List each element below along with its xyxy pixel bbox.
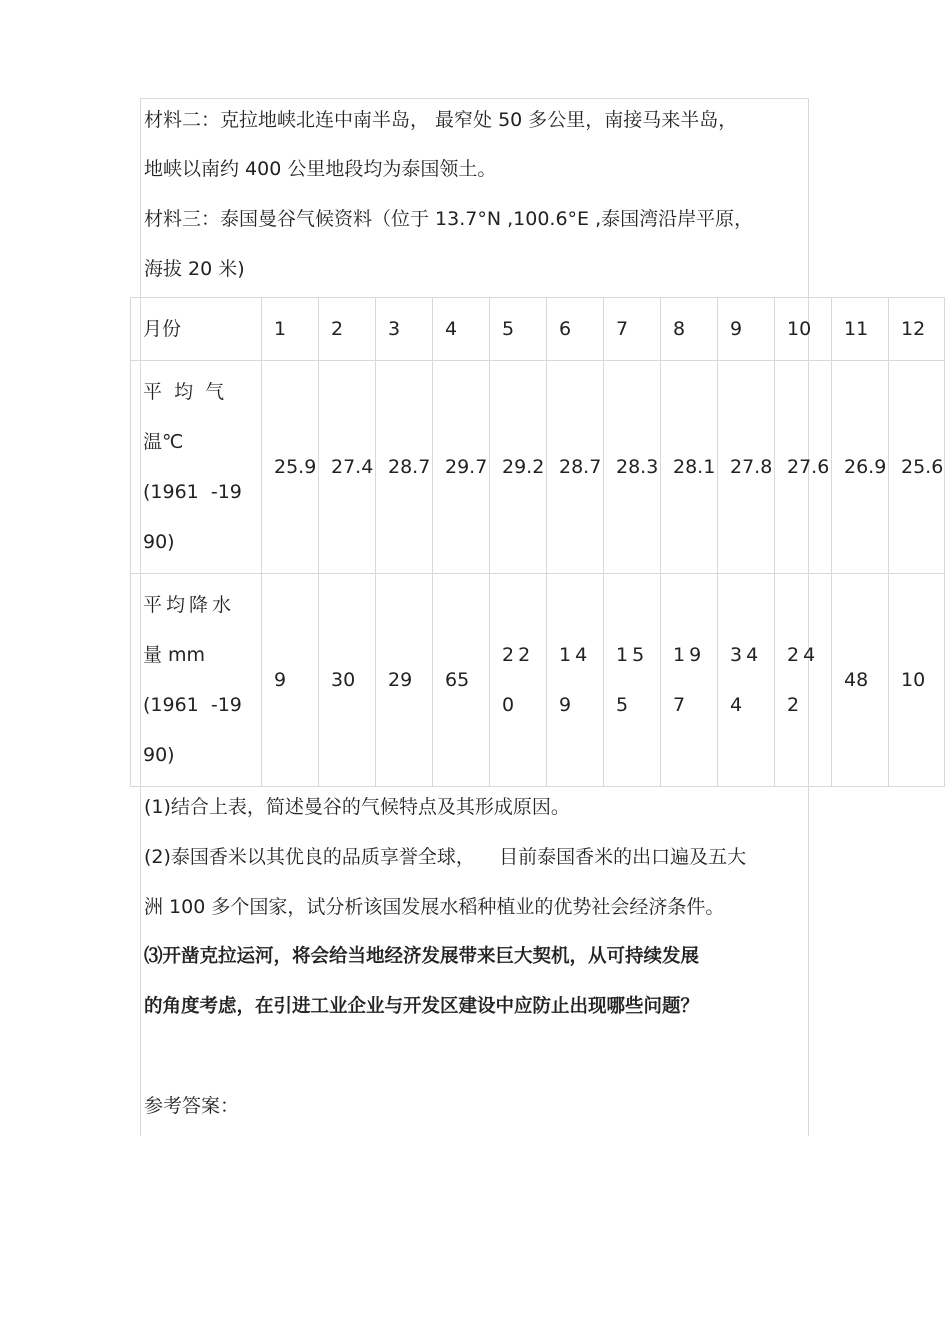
month-cell: 8 bbox=[661, 298, 718, 361]
month-cell: 12 bbox=[889, 298, 945, 361]
month-cell: 11 bbox=[832, 298, 889, 361]
temperature-cell: 25.9 bbox=[262, 361, 319, 574]
precipitation-cell: 9 bbox=[262, 574, 319, 787]
temperature-label-cell bbox=[131, 361, 262, 574]
precipitation-cell: 30 bbox=[319, 574, 376, 787]
precipitation-cell: 220 bbox=[490, 574, 547, 787]
question-3-line-2: 的角度考虑，在引进工业企业与开发区建设中应防止出现哪些问题？ bbox=[144, 996, 700, 1017]
question-2-line-2: 洲 100 多个国家，试分析该国发展水稻种植业的优势社会经济条件。 bbox=[144, 896, 725, 918]
month-cell: 3 bbox=[376, 298, 433, 361]
precipitation-label-cell bbox=[131, 574, 262, 787]
temperature-cell: 28.1 bbox=[661, 361, 718, 574]
precipitation-cell: 242 bbox=[775, 574, 832, 787]
temperature-cell: 26.9 bbox=[832, 361, 889, 574]
temperature-cell: 28.7 bbox=[547, 361, 604, 574]
material-two-line-1: 材料二：克拉地峡北连中南半岛， 最窄处 50 多公里，南接马来半岛， bbox=[144, 109, 738, 131]
question-1: (1)结合上表，简述曼谷的气候特点及其形成原因。 bbox=[144, 796, 570, 818]
month-label-cell: 月份 bbox=[131, 298, 262, 361]
temperature-cell: 27.6 bbox=[775, 361, 832, 574]
temperature-cell: 27.4 bbox=[319, 361, 376, 574]
month-cell: 10 bbox=[775, 298, 832, 361]
precipitation-label-line-4: 90) bbox=[143, 744, 175, 766]
temperature-cell: 28.7 bbox=[376, 361, 433, 574]
month-cell: 4 bbox=[433, 298, 490, 361]
temperature-cell: 29.7 bbox=[433, 361, 490, 574]
answer-label: 参考答案： bbox=[144, 1095, 240, 1117]
month-cell: 2 bbox=[319, 298, 376, 361]
material-three-line-2: 海拔 20 米) bbox=[144, 258, 245, 280]
precipitation-cell: 48 bbox=[832, 574, 889, 787]
precipitation-cell: 155 bbox=[604, 574, 661, 787]
temperature-cell: 27.8 bbox=[718, 361, 775, 574]
precipitation-cell: 29 bbox=[376, 574, 433, 787]
table-row-temperature bbox=[131, 361, 945, 574]
temperature-cell: 29.2 bbox=[490, 361, 547, 574]
material-two-line-2: 地峡以南约 400 公里地段均为泰国领土。 bbox=[144, 158, 497, 180]
temperature-label-line-2: 温℃ bbox=[143, 431, 184, 453]
month-cell: 9 bbox=[718, 298, 775, 361]
month-cell: 7 bbox=[604, 298, 661, 361]
temperature-label-line-1: 平 均 气 bbox=[143, 381, 225, 403]
temperature-label-line-3: (1961 -19 bbox=[143, 481, 242, 503]
material-three-line-1: 材料三：泰国曼谷气候资料（位于 13.7°N ,100.6°E ,泰国湾沿岸平原， bbox=[144, 208, 754, 230]
month-cell: 1 bbox=[262, 298, 319, 361]
bangkok-climate-table bbox=[130, 297, 945, 787]
temperature-cell: 25.6 bbox=[889, 361, 945, 574]
month-cell: 5 bbox=[490, 298, 547, 361]
temperature-label-line-4: 90) bbox=[143, 531, 175, 553]
precipitation-cell: 197 bbox=[661, 574, 718, 787]
precipitation-cell: 65 bbox=[433, 574, 490, 787]
question-3-line-1: ⑶开凿克拉运河，将会给当地经济发展带来巨大契机，从可持续发展 bbox=[144, 946, 700, 967]
precipitation-cell: 344 bbox=[718, 574, 775, 787]
table-row-precipitation bbox=[131, 574, 945, 787]
precipitation-label-line-1: 平均降水 bbox=[143, 594, 236, 616]
month-cell: 6 bbox=[547, 298, 604, 361]
question-2-line-1: (2)泰国香米以其优良的品质享誉全球， 目前泰国香米的出口遍及五大 bbox=[144, 846, 747, 868]
table-row-months bbox=[131, 298, 945, 361]
precipitation-label-line-3: (1961 -19 bbox=[143, 694, 242, 716]
precipitation-cell: 149 bbox=[547, 574, 604, 787]
precipitation-label-line-2: 量 mm bbox=[143, 644, 206, 666]
precipitation-cell: 10 bbox=[889, 574, 945, 787]
temperature-cell: 28.3 bbox=[604, 361, 661, 574]
